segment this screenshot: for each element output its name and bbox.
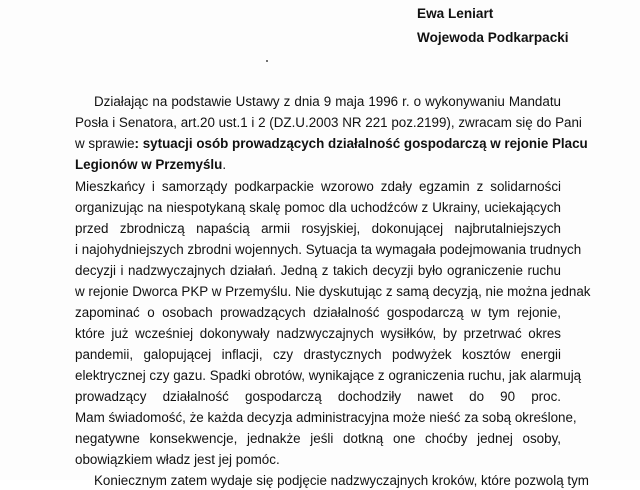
paragraph-3-line-1: Koniecznym zatem wydaje się podjęcie nadzwyczajnych kroków, które pozwolą tym [94,473,589,488]
paragraph-2-line-4: i najohydniejszych zbrodni wojennych. Sytuacja ta wymagała podejmowania trudnych [75,242,582,257]
subject-prefix: w sprawie [75,136,135,151]
paragraph-2-line-7: zapominać o osobach prowadzących działalność gospodarczą w tym rejonie, [75,305,561,320]
subject-period: . [222,157,227,172]
speck-dot [266,60,268,62]
paragraph-2-line-5: decyzji i nadzwyczajnych działań. Jedną z takich decyzji było ograniczenie ruchu [75,263,561,278]
paragraph-1-line-3 [75,135,588,153]
paragraph-2-line-12: Mam świadomość, że każda decyzja administracyjna może nieść za sobą określone, [75,410,577,425]
paragraph-2-line-9: pandemii, galopującej inflacji, czy drastycznych podwyżek kosztów energii [75,347,561,362]
paragraph-1-line-2: Posła i Senatora, art.20 ust.1 i 2 (DZ.U.2003 NR 221 poz.2199), zwracam się do Pani [75,115,582,130]
paragraph-2-line-3: przed zbrodniczą napaścią armii rosyjskiej, dokonującej najbrutalniejszych [75,221,561,236]
paragraph-2-line-8: które już wcześniej dokonywały nadzwyczajnych wysiłków, by przetrwać okres [75,326,561,341]
subject-text: : sytuacji osób prowadzących działalność gospodarczą w rejonie Placu [134,136,588,151]
paragraph-2-line-6: w rejonie Dworca PKP w Przemyślu. Nie dyskutując z samą decyzją, nie można jednak [75,284,591,299]
paragraph-1-line-4 [75,156,561,174]
paragraph-2-line-14: obowiązkiem władz jest jej pomóc. [75,452,280,467]
addressee-name: Ewa Leniart [417,6,494,21]
paragraph-2-line-10: elektrycznej czy gazu. Spadki obrotów, wynikające z ograniczenia ruchu, jak alarmują [75,368,582,383]
paragraph-1-line-1: Działając na podstawie Ustawy z dnia 9 maja 1996 r. o wykonywaniu Mandatu [94,94,561,109]
paragraph-2-line-11: prowadzący działalność gospodarczą dochodziły nawet do 90 proc. [75,389,561,404]
addressee-title: Wojewoda Podkarpacki [417,30,569,45]
paragraph-2-line-1: Mieszkańcy i samorządy podkarpackie wzorowo zdały egzamin z solidarności [75,179,561,194]
subject-text-continued: Legionów w Przemyślu [75,157,223,172]
paragraph-2-line-13: negatywne konsekwencje, jednakże jeśli dotkną one choćby jednej osoby, [75,431,561,446]
paragraph-2-line-2: organizując na niespotykaną skalę pomoc dla uchodźców z Ukrainy, uciekających [75,200,561,215]
